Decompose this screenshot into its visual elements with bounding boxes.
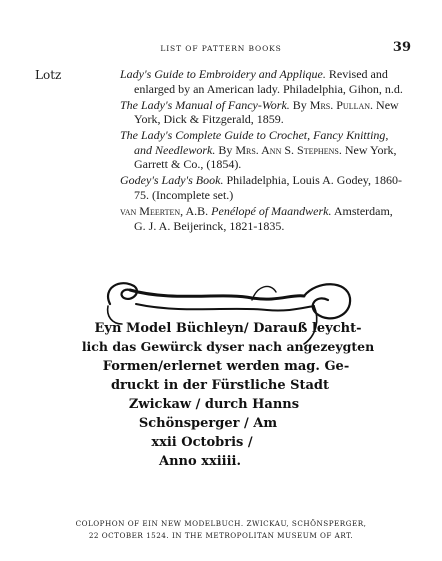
colophon-text [82, 321, 374, 469]
entry-author: Mrs. Pullan [309, 97, 371, 112]
entry-author: Mrs. Ann S. Stephens [235, 142, 339, 157]
bibliography-entry [120, 98, 407, 127]
bibliography-entry [120, 173, 407, 202]
entry-title: Lady's Guide to Embroidery and Applique. [120, 67, 326, 81]
entry-details: Philadelphia, Louis A. Godey, 1860-75. (Incomplete set.) [134, 173, 402, 202]
page-number: 39 [392, 40, 411, 55]
colophon-line: xxii Octobris / [151, 435, 253, 450]
colophon-line: lich das Gewürck dyser nach angezeygten [81, 339, 375, 354]
bibliography-list [120, 67, 407, 234]
colophon-line: Eyn Model Büchleyn/ Darauß leycht- [94, 321, 362, 336]
entry-title: Penélopé of Maandwerk. [211, 203, 332, 218]
colophon-line: Schönsperger / Am [138, 416, 278, 431]
caption-line: COLOPHON OF EIN NEW MODELBUCH. ZWICKAU, SCHÖNSPERGER, [75, 519, 367, 528]
bibliography-entry [120, 128, 407, 172]
entry-title: Godey's Lady's Book. [120, 173, 224, 188]
colophon-line: Anno xxiiii. [159, 454, 241, 469]
header-title: LIST OF PATTERN BOOKS [160, 44, 282, 53]
colophon-line: Formen/erlernet werden mag. Ge- [102, 359, 350, 374]
figure-caption [0, 518, 442, 542]
entry-details: Amsterdam, G. J. A. Beijerinck, 1821-1835. [134, 203, 393, 233]
entry-author: van Meerten [120, 203, 181, 218]
entry-details: By [215, 142, 236, 157]
bibliography-entry [120, 204, 407, 233]
entry-details: Revised and enlarged by an American lady. Philadelphia, Gihon, n.d. [134, 67, 403, 96]
bibliography-entry [120, 67, 407, 96]
entry-details: . New York, Garrett & Co., (1854). [134, 142, 397, 172]
entry-details: . New York, Dick & Fitzgerald, 1859. [134, 97, 399, 127]
colophon-line: Zwickaw / durch Hanns [128, 397, 300, 412]
entry-title: The Lady's Manual of Fancy-Work. [120, 97, 290, 112]
author-heading: Lotz [35, 68, 62, 82]
entry-details: By [289, 97, 310, 112]
colophon-line: druckt in der Fürstliche Stadt [110, 378, 330, 393]
caption-line: 22 OCTOBER 1524. IN THE METROPOLITAN MUSEUM OF ART. [88, 531, 354, 540]
entry-title: The Lady's Complete Guide to Crochet, Fancy Knitting, and Needlework. [120, 128, 389, 157]
colophon-woodcut [81, 272, 375, 507]
entry-details: , A.B. [180, 203, 212, 218]
